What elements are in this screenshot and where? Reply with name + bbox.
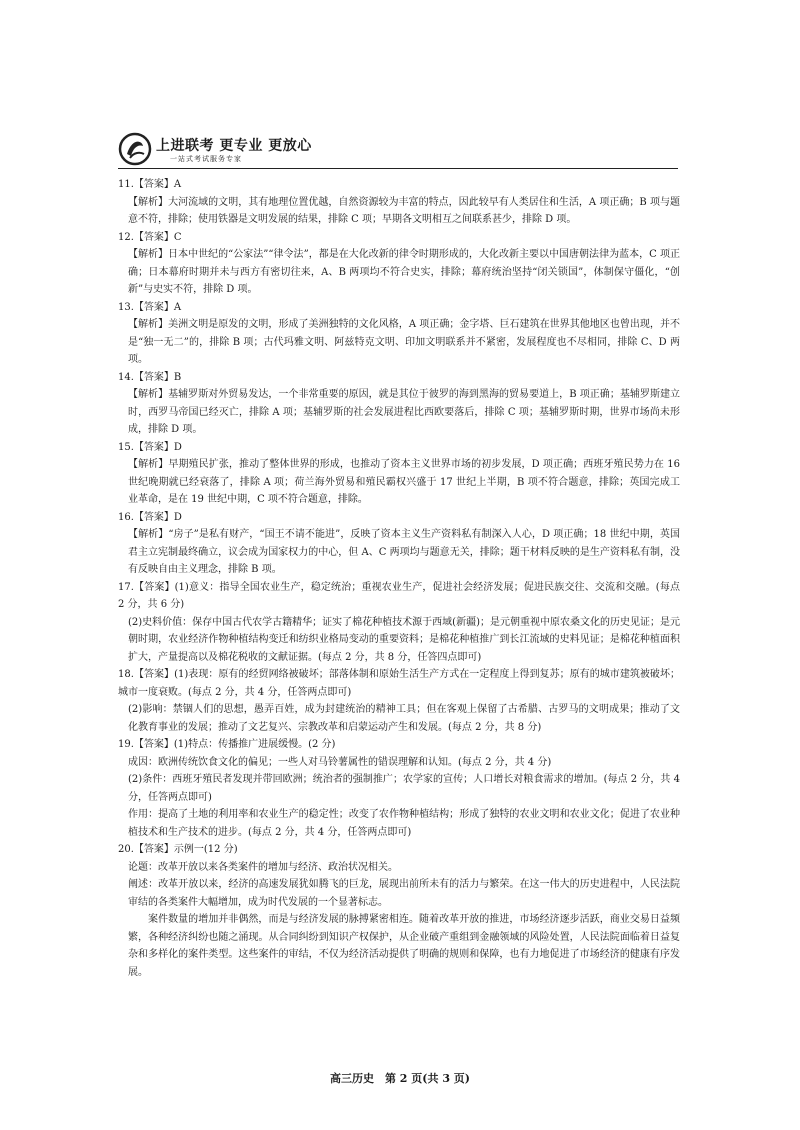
answer-paragraph: (2)条件：西班牙殖民者发现并带回欧洲；统治者的强制推广；农学家的宣传；人口增长对粮食需求的增加。(每点 2 分，共 4 分，任答两点即可): [128, 774, 680, 803]
answer-line: [118, 369, 680, 387]
page-footer: 高三历史 第 2 页(共 3 页): [329, 1072, 471, 1085]
answer-line: [118, 439, 680, 457]
question-19: [118, 736, 680, 841]
question-11: [118, 176, 680, 229]
question-18: [118, 666, 680, 736]
question-number: 18.: [118, 669, 134, 680]
question-number: 11.: [118, 179, 134, 190]
answer-paragraph: (2)史料价值：保存中国古代农学古籍精华；证实了棉花种植技术源于西域(新疆)；是元朝重视中原农桑文化的历史见证；是元朝时期，农业经济作物种植结构变迁和纺织业格局变动的重要资料；是棉花种植推广到长江流域的史料见证；是棉花种植面积扩大，产量提高以及棉花税收的文献证据。(每点 2 分，共 8 分，任答四点即可): [128, 616, 680, 663]
question-number: 12.: [118, 231, 134, 243]
answer-text: 【答案】A: [133, 179, 182, 190]
answer-paragraph: (2)影响：禁锢人们的思想，愚弄百姓，成为封建统治的精神工具；但在客观上保留了古希腊、古罗马的文明成果；推动了文化教育事业的发展；推动了文艺复兴、宗教改革和启蒙运动产生和发展。(每点 2 分，共 8 分): [128, 704, 680, 733]
answer-paragraph: 作用：提高了土地的利用率和农业生产的稳定性；改变了农作物种植结构；形成了独特的农业文明和农业文化；促进了农业种植技术和生产技术的进步。(每点 2 分，共 4 分，任答两点即可): [128, 809, 680, 838]
analysis-text: 【解析】早期殖民扩张，推动了整体世界的形成，也推动了资本主义世界市场的初步发展，D 项正确；西班牙殖民势力在 16 世纪晚期就已经衰落了，排除 A 项；荷兰海外贸易和殖民霸权兴盛于 17 世纪上半期，B 项不符合题意，排除；英国完成工业革命，是在 19 世纪中期，C 项不符合题意，排除。: [128, 459, 680, 505]
question-12: [118, 229, 680, 299]
question-number: 17.: [118, 581, 134, 593]
answer-text: 【答案】(1)特点：传播推广进展缓慢。(2 分): [133, 739, 336, 750]
logo-icon: [118, 132, 152, 166]
question-15: [118, 439, 680, 509]
question-number: 16.: [118, 511, 134, 523]
question-16: [118, 509, 680, 579]
question-14: [118, 369, 680, 439]
answer-line: [118, 176, 680, 194]
page-header: [118, 132, 678, 172]
answer-text: 【答案】示例一(12 分): [133, 844, 238, 855]
answer-line: [118, 841, 680, 859]
answer-text: 【答案】A: [133, 301, 182, 313]
answer-text: 【答案】D: [133, 511, 182, 523]
answer-text: 【答案】C: [133, 231, 182, 243]
essay-paragraph: 阐述：改革开放以来，经济的高速发展犹如腾飞的巨龙，展现出前所未有的活力与繁荣。在这一伟大的历史进程中，人民法院审结的各类案件大幅增加，成为时代发展的一个显著标志。: [128, 879, 680, 908]
question-number: 13.: [118, 301, 134, 313]
answer-line: [118, 666, 680, 701]
brand-slogan: 上进联考 更专业 更放心: [156, 138, 312, 154]
question-number: 20.: [118, 844, 134, 855]
answer-text: 【答案】D: [133, 441, 182, 453]
essay-paragraph: 案件数量的增加并非偶然，而是与经济发展的脉搏紧密相连。随着改革开放的推进，市场经济逐步活跃，商业交易日益频繁，各种经济纠纷也随之涌现。从合同纠纷到知识产权保护，从企业破产重组到金融领域的风险处置，人民法院面临着日益复杂和多样化的案件类型。这些案件的审结，不仅为经济活动提供了明确的规则和保障，也有力地促进了市场经济的健康有序发展。: [128, 914, 680, 978]
analysis-text: 【解析】美洲文明是原发的文明，形成了美洲独特的文化风格，A 项正确；金字塔、巨石建筑在世界其他地区也曾出现，并不是“独一无二”的，排除 B 项；古代玛雅文明、阿兹特克文明、印加文明联系并不紧密，发展程度也不尽相同，排除 C、D 两项。: [128, 319, 680, 365]
answer-line: [118, 229, 680, 247]
brand-tagline: 一站式考试服务专家: [170, 155, 242, 163]
answer-line: [118, 579, 680, 614]
question-13: [118, 299, 680, 369]
question-number: 14.: [118, 371, 134, 383]
question-20: [118, 841, 680, 981]
answer-text: 【答案】B: [133, 371, 182, 383]
answer-text: 【答案】(1)意义：指导全国农业生产，稳定统治；重视农业生产，促进社会经济发展；促进民族交往、交流和交融。(每点 2 分，共 6 分): [118, 581, 680, 610]
answer-text: 【答案】(1)表现：原有的经贸网络被破坏；部落体制和原始生活生产方式在一定程度上得到复苏；原有的城市建筑被破坏；城市一度衰败。(每点 2 分，共 4 分，任答两点即可): [118, 669, 680, 698]
thesis-paragraph: 论题：改革开放以来各类案件的增加与经济、政治状况相关。: [128, 861, 398, 873]
answer-line: [118, 509, 680, 527]
question-number: 19.: [118, 739, 134, 750]
analysis-text: 【解析】日本中世纪的“公家法”“律令法”，都是在大化改新的律令时期形成的，大化改新主要以中国唐朝法律为蓝本，C 项正确；日本幕府时期并未与西方有密切往来，A、B 两项均不符合史实，排除；幕府统治坚持“闭关锁国”，体制保守僵化，“创新”与史实不符，排除 D 项。: [128, 249, 680, 295]
answer-key: [118, 176, 680, 981]
header-divider: [118, 168, 678, 169]
answer-line: [118, 736, 680, 754]
analysis-text: 【解析】基辅罗斯对外贸易发达，一个非常重要的原因，就是其位于彼罗的海到黑海的贸易要道上，B 项正确；基辅罗斯建立时，西罗马帝国已经灭亡，排除 A 项；基辅罗斯的社会发展进程比西欧要落后，排除 C 项；基辅罗斯时期，世界市场尚未形成，排除 D 项。: [128, 389, 680, 435]
question-17: [118, 579, 680, 667]
analysis-text: 【解析】“房子”是私有财产，“国王不请不能进”，反映了资本主义生产资料私有制深入人心，D 项正确；18 世纪中期，英国君主立宪制最终确立，议会成为国家权力的中心，但 A、C 两项均与题意无关，排除；题干材料反映的是生产资料私有制，没有反映自由主义理念，排除 B 项。: [128, 529, 680, 575]
answer-line: [118, 299, 680, 317]
analysis-text: 【解析】大河流域的文明，其有地理位置优越，自然资源较为丰富的特点，因此较早有人类居住和生活，A 项正确；B 项与题意不符，排除；使用铁器是文明发展的结果，排除 C 项；早期各文明相互之间联系甚少，排除 D 项。: [128, 196, 680, 225]
answer-paragraph: 成因：欧洲传统饮食文化的偏见；一些人对马铃薯属性的错误理解和认知。(每点 2 分，共 4 分): [128, 756, 552, 768]
question-number: 15.: [118, 441, 134, 453]
